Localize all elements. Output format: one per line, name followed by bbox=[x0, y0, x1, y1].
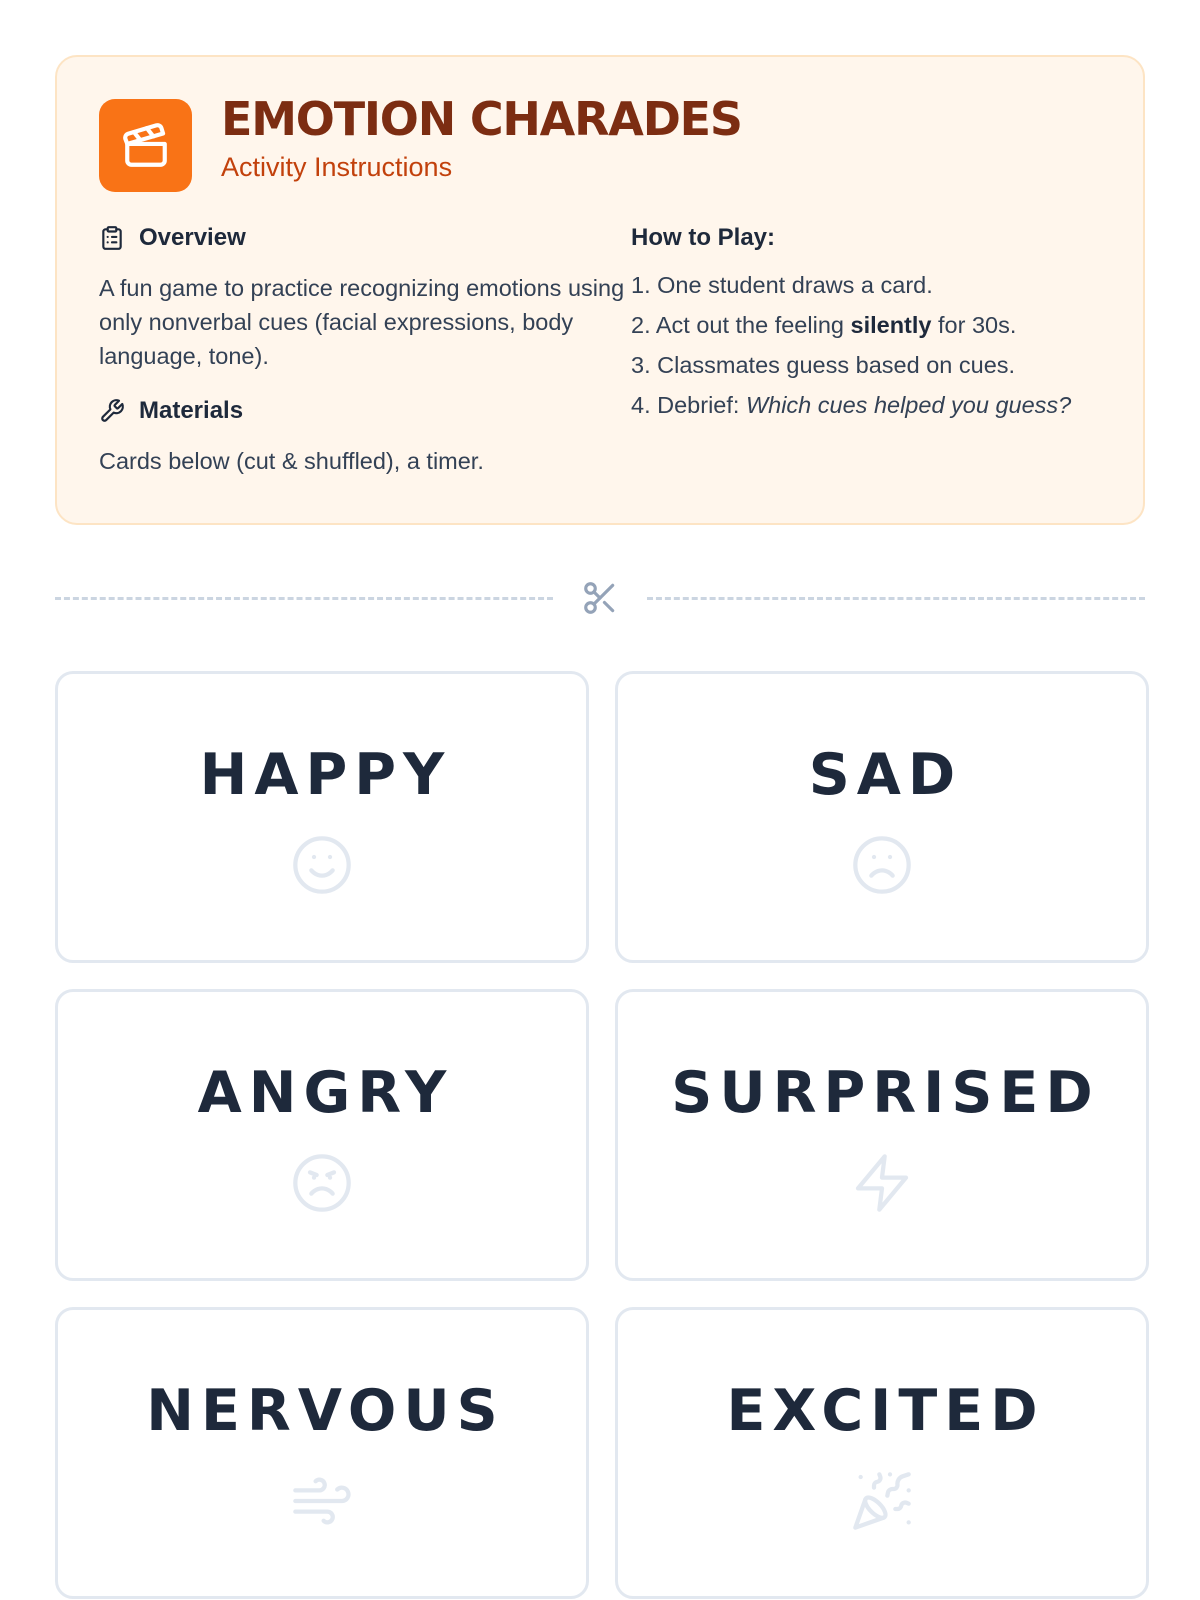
how-to-play-steps bbox=[631, 267, 1101, 427]
wind-icon bbox=[289, 1468, 355, 1534]
page-subtitle: Activity Instructions bbox=[221, 151, 453, 182]
instructions-panel bbox=[55, 55, 1145, 525]
frown-icon bbox=[849, 832, 915, 898]
overview-heading-label: Overview bbox=[139, 224, 246, 251]
left-column bbox=[99, 222, 631, 478]
wrench-icon bbox=[99, 398, 125, 424]
emotion-card-nervous bbox=[55, 1307, 589, 1599]
cut-line-dash-right bbox=[647, 597, 1145, 600]
cut-line bbox=[55, 578, 1145, 618]
how-to-play-heading: How to Play: bbox=[631, 224, 776, 251]
scissors-icon bbox=[553, 579, 647, 617]
card-word: EXCITED bbox=[726, 1378, 1045, 1444]
materials-text: Cards below (cut & shuffled), a timer. bbox=[99, 448, 484, 474]
instruction-columns bbox=[99, 222, 1101, 478]
card-word: ANGRY bbox=[197, 1060, 454, 1126]
emotion-card-angry bbox=[55, 989, 589, 1281]
step-item: 4. Debrief: Which cues helped you guess? bbox=[631, 392, 1072, 418]
cut-line-dash-left bbox=[55, 597, 553, 600]
materials-heading bbox=[99, 395, 631, 427]
overview-text: A fun game to practice recognizing emotions using only nonverbal cues (facial expressions, body language, tone). bbox=[99, 275, 625, 369]
clapperboard-icon bbox=[99, 99, 192, 192]
emotion-card-sad bbox=[615, 671, 1149, 963]
page-title: EMOTION CHARADES bbox=[221, 92, 742, 146]
materials-heading-label: Materials bbox=[139, 397, 244, 424]
emotion-card-surprised bbox=[615, 989, 1149, 1281]
party-popper-icon bbox=[849, 1468, 915, 1534]
header-row bbox=[99, 92, 1101, 192]
step-item: 1. One student draws a card. bbox=[631, 272, 933, 298]
card-word: NERVOUS bbox=[146, 1378, 505, 1444]
clipboard-icon bbox=[99, 225, 125, 251]
emotion-card-excited bbox=[615, 1307, 1149, 1599]
card-word: HAPPY bbox=[199, 742, 452, 808]
step-item: 2. Act out the feeling silently for 30s. bbox=[631, 312, 1017, 338]
right-column bbox=[631, 222, 1101, 478]
smile-icon bbox=[289, 832, 355, 898]
overview-heading bbox=[99, 222, 631, 254]
lightning-icon bbox=[849, 1150, 915, 1216]
card-word: SURPRISED bbox=[671, 1060, 1100, 1126]
title-block bbox=[221, 93, 742, 183]
step-item: 3. Classmates guess based on cues. bbox=[631, 352, 1016, 378]
emotion-card-happy bbox=[55, 671, 589, 963]
angry-face-icon bbox=[289, 1150, 355, 1216]
emotion-cards-grid bbox=[55, 671, 1145, 1599]
card-word: SAD bbox=[808, 742, 963, 808]
